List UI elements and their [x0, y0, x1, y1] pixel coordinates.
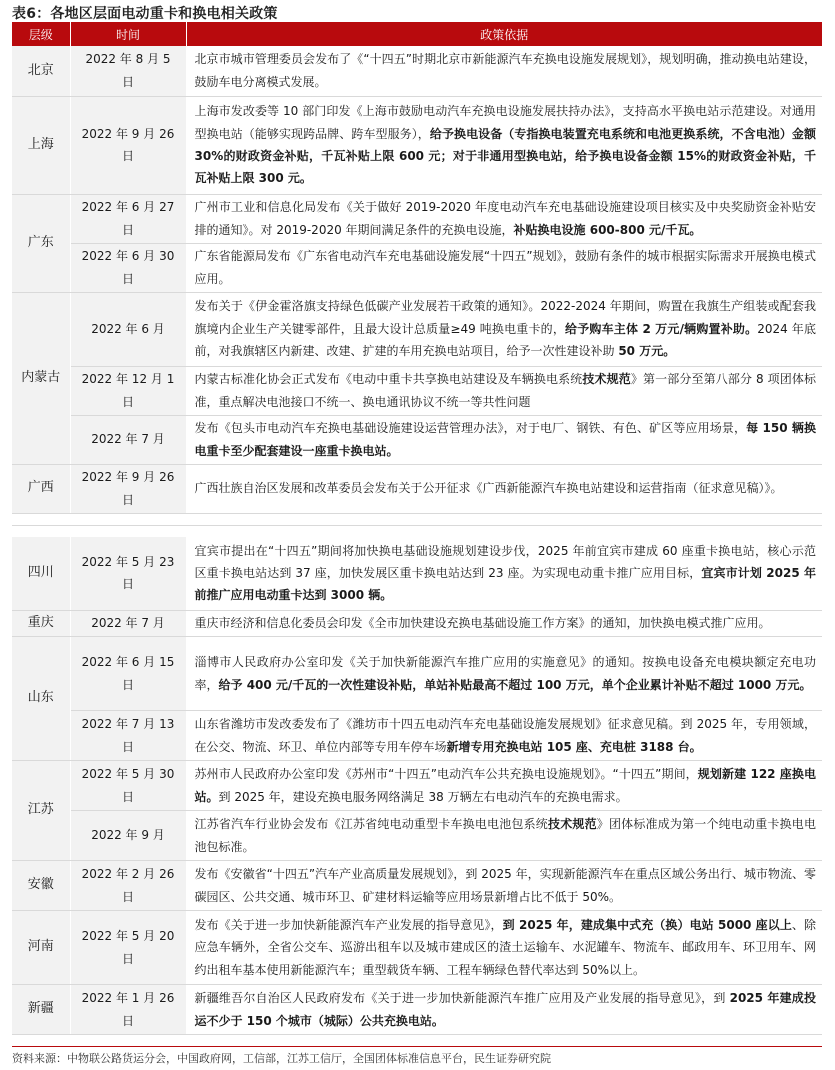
policy-text-bold: 规划新建 122 座换电站。	[194, 767, 817, 804]
table-row	[12, 911, 822, 985]
table-row	[12, 243, 822, 292]
policy-cell	[186, 911, 822, 985]
time-cell: 2022 年 9 月 26 日	[70, 96, 186, 194]
policy-text: 淄博市人民政府办公室印发《关于加快新能源汽车推广应用的实施意见》的通知。按换电设备充电模块额定充电功率，	[194, 655, 816, 692]
policy-text-bold: 每 150 辆换电重卡至少配套建设一座重卡换电站。	[194, 421, 817, 458]
footer-divider	[12, 1046, 822, 1047]
policy-text: 、除应急车辆外，全省公交车、巡游出租车以及城市建成区的渣土运输车、水泥罐车、物流车、邮政用车、环卫用车、网约出租车基本使用新能源汽车；重型载货车辆、工程车辆绿色替代率达到 50%以上。	[194, 917, 816, 977]
policy-text: 发布《包头市电动汽车充换电基础设施建设运营管理办法》，对于电厂、钢铁、有色、矿区等应用场景，	[194, 421, 747, 436]
time-cell: 2022 年 9 月 26 日	[70, 464, 186, 513]
policy-table-container	[12, 22, 822, 1035]
header-region: 层级	[12, 22, 70, 46]
policy-table	[12, 22, 822, 1035]
header-policy: 政策依据	[186, 22, 822, 46]
region-cell: 江苏	[12, 761, 70, 861]
policy-text: 广东省能源局发布《广东省电动汽车充电基础设施发展“十四五”规划》，鼓励有条件的城市根据实际需求开展换电模式应用。	[194, 249, 816, 286]
policy-cell	[186, 637, 822, 711]
table-row	[12, 985, 822, 1035]
policy-cell	[186, 611, 822, 637]
table-row	[12, 711, 822, 761]
policy-text: 江苏省汽车行业协会发布《江苏省纯电动重型卡车换电电池包系统	[194, 817, 548, 832]
policy-cell	[186, 243, 822, 292]
policy-cell	[186, 711, 822, 761]
table-row	[12, 611, 822, 637]
policy-text: 宜宾市提出在“十四五”期间将加快换电基础设施规划建设步伐，2025 年前宜宾市建成 60 座重卡换电站，核心示范区重卡换电站达到 37 座，加快发展区重卡换电站达到 23 座。为实现电动重卡推广应用目标，	[194, 543, 816, 581]
table-caption: 表6：各地区层面电动重卡和换电相关政策	[12, 6, 278, 22]
policy-text: 广州市工业和信息化局发布《关于做好 2019-2020 年度电动汽车充电基础设施建设项目核实及中央奖励资金补贴安排的通知》。对 2019-2020 年期间满足条件的充换电设施，	[194, 200, 816, 237]
policy-text: 北京市城市管理委员会发布了《“十四五”时期北京市新能源汽车充换电设施发展规划》，规划明确，推动换电站建设，鼓励车电分离模式发展。	[194, 52, 816, 89]
table-row	[12, 537, 822, 611]
time-cell: 2022 年 7 月	[70, 415, 186, 464]
policy-cell	[186, 761, 822, 811]
policy-text-bold: 50 万元。	[618, 344, 676, 359]
table-row	[12, 761, 822, 811]
policy-text: 苏州市人民政府办公室印发《苏州市“十四五”电动汽车公共充换电设施规划》。“十四五”期间，	[194, 767, 698, 782]
table-row	[12, 46, 822, 96]
policy-text: 内蒙古标准化协会正式发布《电动中重卡共享换电站建设及车辆换电系统	[194, 372, 583, 387]
time-cell: 2022 年 1 月 26 日	[70, 985, 186, 1035]
policy-text: 山东省潍坊市发改委发布了《潍坊市十四五电动汽车充电基础设施发展规划》征求意见稿。到 2025 年，专用领域，在公交、物流、环卫、单位内部等专用车停车场	[194, 717, 816, 754]
policy-text-bold: 到 2025 年，建成集中式充（换）电站 5000 座以上	[502, 917, 792, 932]
region-cell: 上海	[12, 96, 70, 194]
policy-text: 》第一部分至第八部分 8 项团体标准，重点解决电池接口不统一、换电通讯协议不统一等共性问题	[194, 372, 816, 409]
time-cell: 2022 年 6 月	[70, 292, 186, 366]
table-row	[12, 415, 822, 464]
time-cell: 2022 年 7 月	[70, 611, 186, 637]
region-cell: 安徽	[12, 861, 70, 911]
policy-text: 发布《安徽省“十四五”汽车产业高质量发展规划》，到 2025 年，实现新能源汽车在重点区域公务出行、城市物流、零碳园区、公共交通、城市环卫、矿建材料运输等应用场景新增占比不低于 50%。	[194, 867, 816, 904]
time-cell: 2022 年 6 月 27 日	[70, 194, 186, 243]
policy-cell	[186, 292, 822, 366]
policy-cell	[186, 811, 822, 861]
region-cell: 山东	[12, 637, 70, 761]
policy-text: 重庆市经济和信息化委员会印发《全市加快建设充换电基础设施工作方案》的通知，加快换电模式推广应用。	[194, 616, 771, 631]
policy-cell	[186, 366, 822, 415]
time-cell: 2022 年 7 月 13 日	[70, 711, 186, 761]
policy-text: 上海市发改委等 10 部门印发《上海市鼓励电动汽车充换电设施发展扶持办法》，支持高水平换电站示范建设。对通用型换电站（能够实现跨品牌、跨车型服务），	[194, 104, 816, 141]
policy-cell	[186, 464, 822, 513]
source-footnote: 资料来源：中物联公路货运分会，中国政府网，工信部，江苏工信厅，全国团体标准信息平台，民生证券研究院	[12, 1052, 551, 1065]
time-cell: 2022 年 2 月 26 日	[70, 861, 186, 911]
region-cell: 重庆	[12, 611, 70, 637]
policy-text-bold: 新增专用充换电站 105 座、充电桩 3188 台。	[446, 739, 702, 754]
region-cell: 广西	[12, 464, 70, 513]
region-cell: 河南	[12, 911, 70, 985]
policy-cell	[186, 194, 822, 243]
policy-text-bold: 技术规范	[582, 372, 631, 387]
policy-cell	[186, 861, 822, 911]
policy-cell	[186, 96, 822, 194]
region-cell: 新疆	[12, 985, 70, 1035]
header-time: 时间	[70, 22, 186, 46]
region-cell: 内蒙古	[12, 292, 70, 464]
time-cell: 2022 年 8 月 5 日	[70, 46, 186, 96]
policy-text-bold: 2025 年建成投运不少于 150 个城市（城际）公共充换电站。	[194, 991, 816, 1028]
policy-text-bold: 给予购车主体 2 万元/辆购置补助。	[565, 321, 758, 336]
table-row	[12, 96, 822, 194]
policy-cell	[186, 415, 822, 464]
policy-cell	[186, 537, 822, 611]
policy-text: 新疆维吾尔自治区人民政府发布《关于进一步加快新能源汽车推广应用及产业发展的指导意见》，到	[194, 991, 730, 1006]
table-row	[12, 366, 822, 415]
table-row	[12, 292, 822, 366]
policy-text: 到 2025 年，建设充换电服务网络满足 38 万辆左右电动汽车的充换电需求。	[218, 789, 628, 804]
table-header-row	[12, 22, 822, 46]
table-row	[12, 637, 822, 711]
time-cell: 2022 年 6 月 30 日	[70, 243, 186, 292]
time-cell: 2022 年 5 月 30 日	[70, 761, 186, 811]
table-row	[12, 861, 822, 911]
region-cell: 四川	[12, 537, 70, 611]
time-cell: 2022 年 5 月 23 日	[70, 537, 186, 611]
policy-text: 发布关于《伊金霍洛旗支持绿色低碳产业发展若干政策的通知》。2022-2024 年期间，购置在我旗生产组装或配套我旗境内企业生产关键零部件，且最大设计总质量≥49 吨换电重卡的，	[194, 299, 816, 336]
policy-text: 发布《关于进一步加快新能源汽车产业发展的指导意见》，	[194, 917, 503, 932]
region-cell: 北京	[12, 46, 70, 96]
time-cell: 2022 年 9 月	[70, 811, 186, 861]
policy-text: 》团体标准成为第一个纯电动重卡换电电池包标准。	[194, 817, 816, 854]
page-break-gap	[12, 513, 822, 525]
policy-cell	[186, 985, 822, 1035]
policy-text-bold: 技术规范	[548, 817, 597, 832]
policy-text-bold: 宜宾市计划 2025 年前推广应用电动重卡达到 3000 辆。	[194, 566, 816, 603]
policy-text-bold: 给予换电设备（专指换电装置充电系统和电池更换系统，不含电池）金额 30%的财政资金补贴，千瓦补贴上限 600 元；对于非通用型换电站，给予换电设备金额 15%的财政资金补贴，千瓦补贴上限 300 元。	[194, 126, 816, 186]
table-row	[12, 464, 822, 513]
region-cell: 广东	[12, 194, 70, 292]
policy-text-bold: 给予 400 元/千瓦的一次性建设补贴，单站补贴最高不超过 100 万元，单个企业累计补贴不超过 1000 万元。	[218, 677, 812, 692]
table-row	[12, 194, 822, 243]
time-cell: 2022 年 6 月 15 日	[70, 637, 186, 711]
policy-text: 2024 年底前，对我旗辖区内新建、改建、扩建的车用充换电站项目，给予一次性建设补助	[194, 321, 816, 359]
policy-cell	[186, 46, 822, 96]
policy-text-bold: 补贴换电设施 600-800 元/千瓦。	[513, 222, 702, 237]
time-cell: 2022 年 5 月 20 日	[70, 911, 186, 985]
time-cell: 2022 年 12 月 1 日	[70, 366, 186, 415]
table-row	[12, 811, 822, 861]
page-break-gap	[12, 525, 822, 537]
policy-text: 广西壮族自治区发展和改革委员会发布关于公开征求《广西新能源汽车换电站建设和运营指南（征求意见稿）》。	[194, 481, 783, 496]
